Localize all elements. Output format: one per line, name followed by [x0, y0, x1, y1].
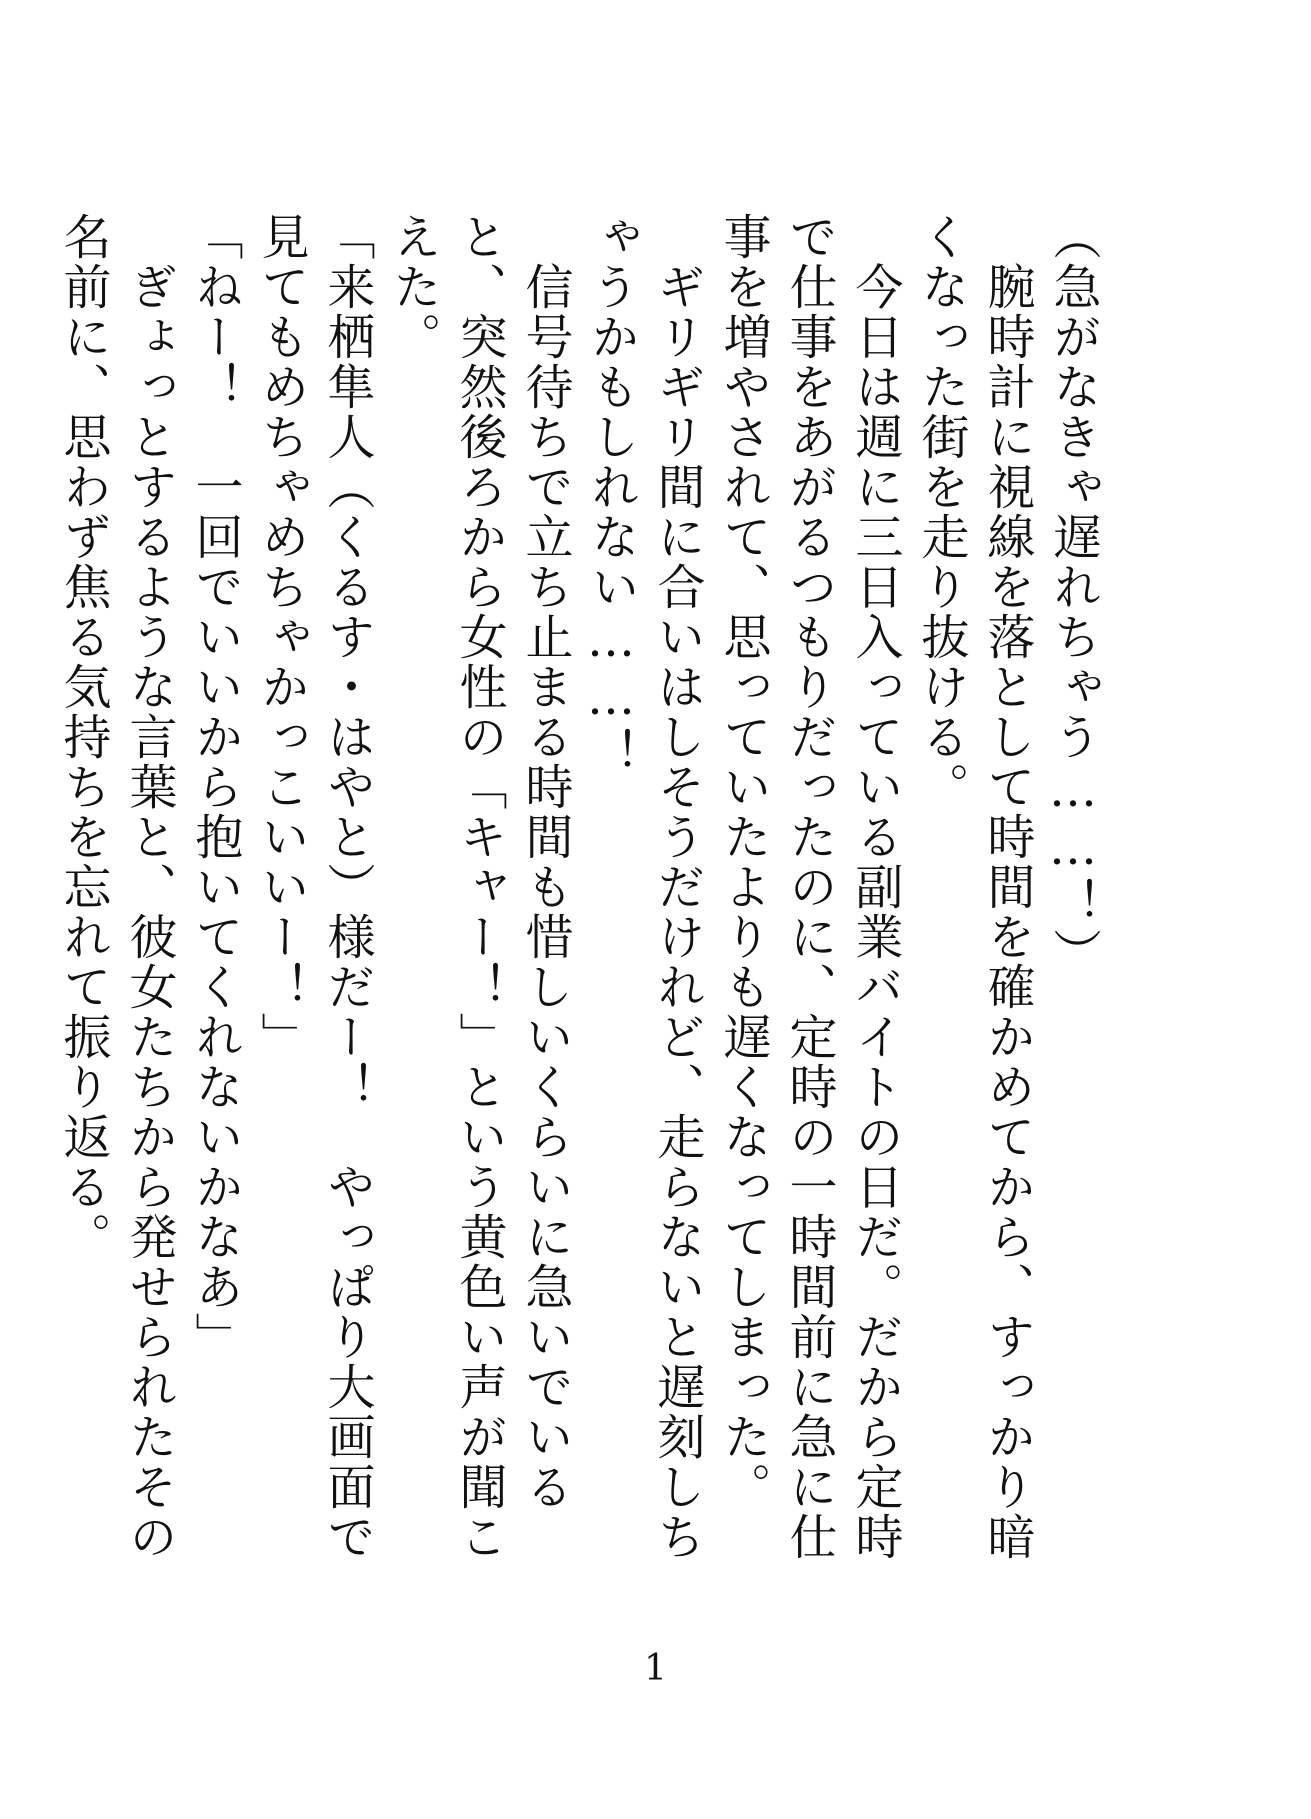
vertical-text-body — [55, 212, 1106, 1572]
paragraph: 「ねー！ 一回でいいから抱いてくれないかなあ」 — [187, 212, 243, 1362]
paragraph: 「来栖隼人（くるす・はやと）様だー！ やっぱり大画面で見てもめちゃめちゃかっこいいー！」 — [253, 212, 375, 1562]
paragraph: 信号待ちで立ち止まる時間も惜しいくらいに急いでいると、突然後ろから女性の「キャー！」という黄色い声が聞こえた。 — [385, 212, 573, 1562]
paragraph: ぎょっとするような言葉と、彼女たちから発せられたその名前に、思わず焦る気持ちを忘れて振り返る。 — [55, 212, 177, 1562]
page-number: 1 — [644, 1648, 667, 1689]
paragraph: 今日は週に三日入っている副業バイトの日だ。だから定時で仕事をあがるつもりだったのに、定時の一時間前に急に仕事を増やされて、思っていたよりも遅くなってしまった。 — [715, 212, 903, 1562]
paragraph: 腕時計に視線を落として時間を確かめてから、すっかり暗くなった街を走り抜ける。 — [913, 212, 1035, 1562]
paragraph: ギリギリ間に合いはしそうだけれど、走らないと遅刻しちゃうかもしれない……！ — [583, 212, 705, 1562]
paragraph: （急がなきゃ遅れちゃう……！） — [1045, 212, 1101, 978]
